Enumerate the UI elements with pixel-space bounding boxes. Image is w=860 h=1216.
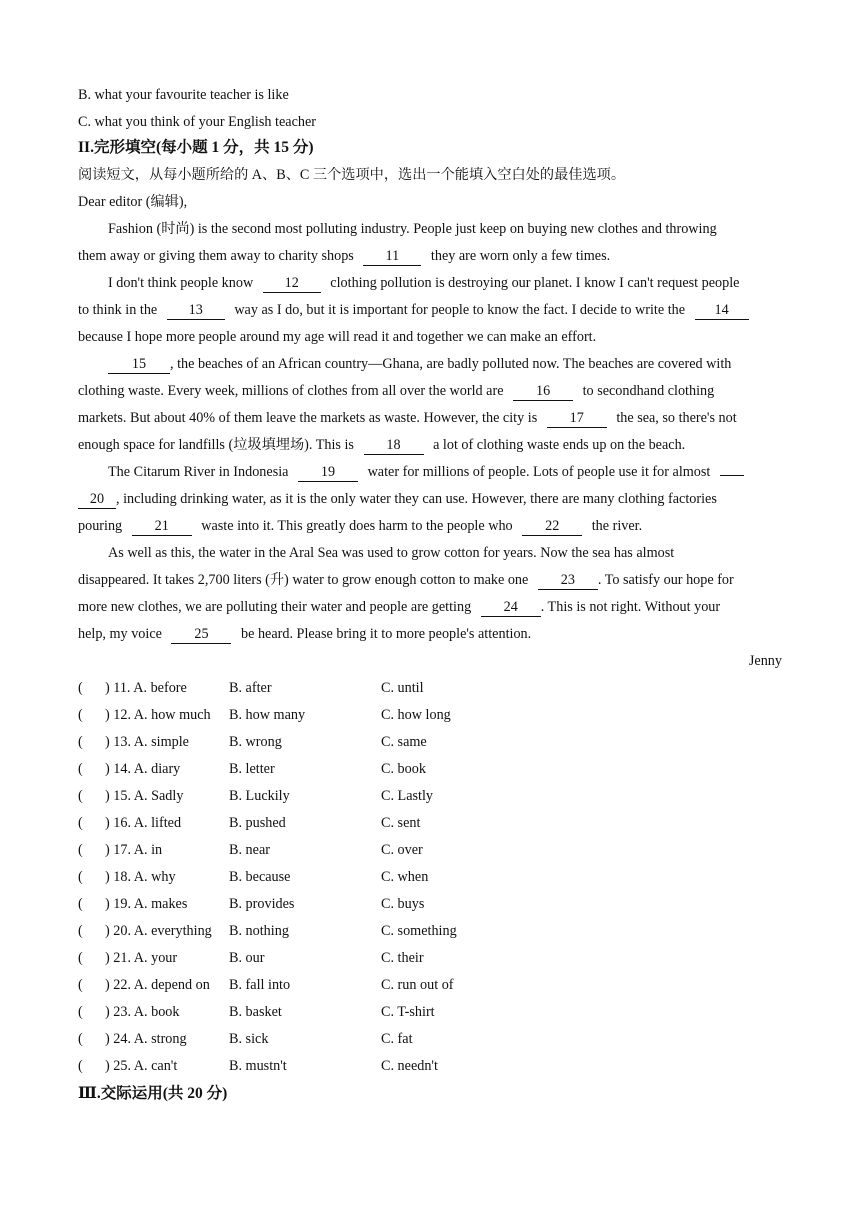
option-a: ) 17. A. in bbox=[105, 842, 163, 858]
blank-11: 11 bbox=[363, 248, 421, 266]
signature: Jenny bbox=[748, 653, 782, 669]
blank-24: 24 bbox=[481, 599, 541, 617]
answer-bracket: ( bbox=[78, 923, 83, 939]
option-b: B. how many bbox=[229, 707, 306, 723]
option-b: B. after bbox=[229, 680, 272, 696]
option-b: B. because bbox=[229, 869, 291, 885]
option-c: C. needn't bbox=[381, 1058, 438, 1074]
blank-18: 18 bbox=[364, 437, 424, 455]
option-b: B. provides bbox=[229, 896, 295, 912]
answer-bracket: ( bbox=[78, 842, 83, 858]
answer-bracket: ( bbox=[78, 1004, 83, 1020]
blank-19: 19 bbox=[298, 464, 358, 482]
option-c: C. when bbox=[381, 869, 429, 885]
passage-line: The Citarum River in Indonesia 19 water for millions of people. Lots of people use it for almost bbox=[108, 462, 744, 482]
passage-line: help, my voice 25 be heard. Please bring it to more people's attention. bbox=[78, 626, 532, 642]
prev-option-b: B. what your favourite teacher is like bbox=[78, 87, 289, 103]
option-b: B. near bbox=[229, 842, 270, 858]
option-a: ) 22. A. depend on bbox=[105, 977, 210, 993]
passage-line: markets. But about 40% of them leave the markets as waste. However, the city is 17 the sea, so there's not bbox=[78, 410, 737, 426]
blank-23: 23 bbox=[538, 572, 598, 590]
blank-16: 16 bbox=[513, 383, 573, 401]
passage-line: I don't think people know 12 clothing pollution is destroying our planet. I know I can't request people bbox=[108, 275, 740, 291]
option-a: ) 15. A. Sadly bbox=[105, 788, 184, 804]
salutation: Dear editor (编辑), bbox=[78, 194, 188, 210]
blank-13: 13 bbox=[167, 302, 225, 320]
answer-bracket: ( bbox=[78, 788, 83, 804]
option-a: ) 18. A. why bbox=[105, 869, 176, 885]
option-b: B. wrong bbox=[229, 734, 282, 750]
blank-15: 15 bbox=[108, 356, 170, 374]
prev-option-c: C. what you think of your English teacher bbox=[78, 114, 316, 130]
option-c: C. fat bbox=[381, 1031, 413, 1047]
option-c: C. run out of bbox=[381, 977, 454, 993]
option-a: ) 13. A. simple bbox=[105, 734, 189, 750]
section2-heading: II.完形填空(每小题 1 分，共 15 分) bbox=[78, 139, 314, 156]
option-b: B. letter bbox=[229, 761, 275, 777]
passage-line: As well as this, the water in the Aral Sea was used to grow cotton for years. Now the sea has almost bbox=[108, 545, 675, 561]
answer-bracket: ( bbox=[78, 896, 83, 912]
option-a: ) 14. A. diary bbox=[105, 761, 181, 777]
passage-line: more new clothes, we are polluting their water and people are getting 24 . This is not right. Without your bbox=[78, 599, 721, 615]
option-a: ) 12. A. how much bbox=[105, 707, 211, 723]
option-c: C. their bbox=[381, 950, 424, 966]
option-c: C. sent bbox=[381, 815, 421, 831]
option-a: ) 24. A. strong bbox=[105, 1031, 187, 1047]
option-b: B. basket bbox=[229, 1004, 282, 1020]
answer-bracket: ( bbox=[78, 977, 83, 993]
option-b: B. Luckily bbox=[229, 788, 290, 804]
passage-line: to think in the 13 way as I do, but it is important for people to know the fact. I decide to write the 14 bbox=[78, 300, 749, 320]
answer-bracket: ( bbox=[78, 950, 83, 966]
blank-12: 12 bbox=[263, 275, 321, 293]
answer-bracket: ( bbox=[78, 815, 83, 831]
answer-bracket: ( bbox=[78, 761, 83, 777]
blank-14: 14 bbox=[695, 302, 749, 320]
option-b: B. fall into bbox=[229, 977, 291, 993]
passage-line: clothing waste. Every week, millions of clothes from all over the world are 16 to secondhand clothing bbox=[78, 383, 715, 399]
option-a: ) 25. A. can't bbox=[105, 1058, 178, 1074]
option-b: B. pushed bbox=[229, 815, 286, 831]
blank-20: 20 bbox=[78, 491, 116, 509]
option-c: C. something bbox=[381, 923, 457, 939]
passage-line: pouring 21 waste into it. This greatly does harm to the people who 22 the river. bbox=[78, 518, 643, 534]
blank-21: 21 bbox=[132, 518, 192, 536]
section2-instruction: 阅读短文，从每小题所给的 A、B、C 三个选项中，选出一个能填入空白处的最佳选项。 bbox=[78, 167, 626, 183]
passage-line: Fashion (时尚) is the second most polluting industry. People just keep on buying new clothes and throwing bbox=[108, 221, 717, 237]
section3-heading: Ⅲ.交际运用(共 20 分) bbox=[78, 1085, 228, 1102]
option-a: ) 19. A. makes bbox=[105, 896, 188, 912]
passage-line: disappeared. It takes 2,700 liters (升) water to grow enough cotton to make one 23 . To satisfy our hope for bbox=[78, 572, 734, 588]
option-c: C. until bbox=[381, 680, 424, 696]
blank-17: 17 bbox=[547, 410, 607, 428]
passage-line: 20 , including drinking water, as it is the only water they can use. However, there are many clothing factories bbox=[78, 489, 717, 509]
option-a: ) 16. A. lifted bbox=[105, 815, 182, 831]
blank-20-start bbox=[720, 475, 744, 476]
answer-bracket: ( bbox=[78, 1031, 83, 1047]
option-b: B. our bbox=[229, 950, 265, 966]
option-a: ) 20. A. everything bbox=[105, 923, 212, 939]
passage-line: 15 , the beaches of an African country—Ghana, are badly polluted now. The beaches are covered with bbox=[108, 354, 731, 374]
option-c: C. Lastly bbox=[381, 788, 434, 804]
answer-bracket: ( bbox=[78, 734, 83, 750]
answer-bracket: ( bbox=[78, 707, 83, 723]
option-c: C. book bbox=[381, 761, 426, 777]
option-b: B. nothing bbox=[229, 923, 289, 939]
answer-bracket: ( bbox=[78, 1058, 83, 1074]
blank-22: 22 bbox=[522, 518, 582, 536]
passage-line: enough space for landfills (垃圾填埋场). This is 18 a lot of clothing waste ends up on the beach. bbox=[78, 437, 686, 453]
option-b: B. mustn't bbox=[229, 1058, 287, 1074]
option-c: C. over bbox=[381, 842, 423, 858]
blank-25: 25 bbox=[171, 626, 231, 644]
answer-bracket: ( bbox=[78, 869, 83, 885]
option-c: C. same bbox=[381, 734, 427, 750]
passage-line: because I hope more people around my age will read it and together we can make an effort. bbox=[78, 329, 597, 345]
option-a: ) 11. A. before bbox=[105, 680, 187, 696]
option-c: C. how long bbox=[381, 707, 451, 723]
option-b: B. sick bbox=[229, 1031, 269, 1047]
option-a: ) 23. A. book bbox=[105, 1004, 180, 1020]
passage-line: them away or giving them away to charity shops 11 they are worn only a few times. bbox=[78, 248, 611, 264]
option-a: ) 21. A. your bbox=[105, 950, 178, 966]
option-c: C. buys bbox=[381, 896, 425, 912]
option-c: C. T-shirt bbox=[381, 1004, 435, 1020]
answer-bracket: ( bbox=[78, 680, 83, 696]
